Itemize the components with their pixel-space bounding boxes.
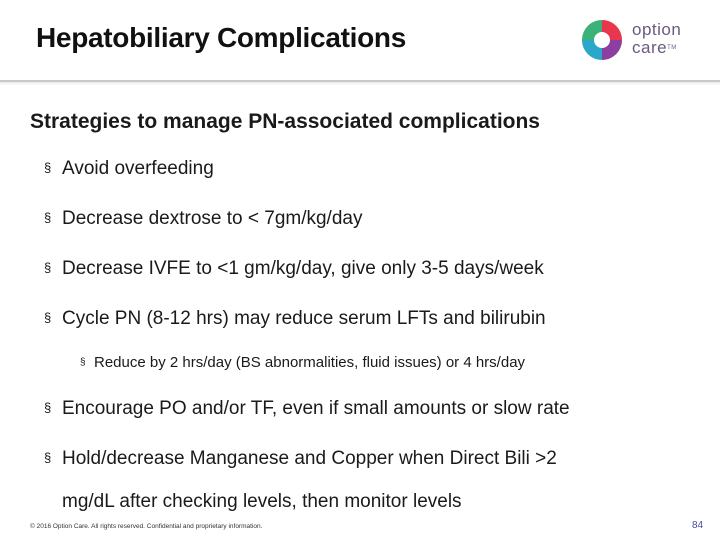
bullet-item: [44, 398, 570, 420]
bullet-text: Decrease IVFE to <1 gm/kg/day, give only 3-5 days/week: [62, 258, 544, 279]
logo-word-care: care: [632, 38, 668, 57]
bullet-item: [44, 158, 214, 180]
slide-subtitle: Strategies to manage PN-associated complications: [30, 110, 540, 133]
bullet-text: Cycle PN (8-12 hrs) may reduce serum LFTs and bilirubin: [62, 308, 546, 329]
bullet-item: [44, 208, 362, 230]
logo-trademark: TM: [667, 45, 677, 51]
bullet-marker: §: [44, 450, 52, 465]
page-number: 84: [692, 520, 704, 531]
bullet-text: Avoid overfeeding: [62, 158, 214, 179]
bullet-marker: §: [44, 160, 52, 175]
bullet-item: [44, 258, 544, 280]
bullet-marker: §: [44, 400, 52, 415]
bullet-marker: §: [44, 260, 52, 275]
logo-text: [632, 21, 681, 57]
logo-word-option: option: [632, 20, 682, 39]
footer-copyright: © 2016 Option Care. All rights reserved. Confidential and proprietary information.: [30, 523, 263, 530]
bullet-item: [44, 448, 557, 470]
bullet-text: Hold/decrease Manganese and Copper when Direct Bili >2: [62, 448, 557, 469]
option-care-logo: [580, 18, 690, 64]
bullet-text: Decrease dextrose to < 7gm/kg/day: [62, 208, 363, 229]
bullet-text: Encourage PO and/or TF, even if small amounts or slow rate: [62, 398, 570, 419]
bullet-marker: §: [80, 357, 86, 368]
slide-title: Hepatobiliary Complications: [36, 22, 406, 53]
bullet-marker: §: [44, 310, 52, 325]
bullet-continuation: mg/dL after checking levels, then monitor levels: [62, 491, 462, 512]
header-divider-shadow: [0, 82, 720, 85]
logo-mark-icon: [580, 18, 624, 62]
bullet-marker: §: [44, 210, 52, 225]
sub-bullet-text: Reduce by 2 hrs/day (BS abnormalities, fluid issues) or 4 hrs/day: [94, 354, 526, 371]
sub-bullet-item: [80, 354, 525, 371]
bullet-item: [44, 308, 546, 330]
slide-header: [0, 0, 720, 80]
